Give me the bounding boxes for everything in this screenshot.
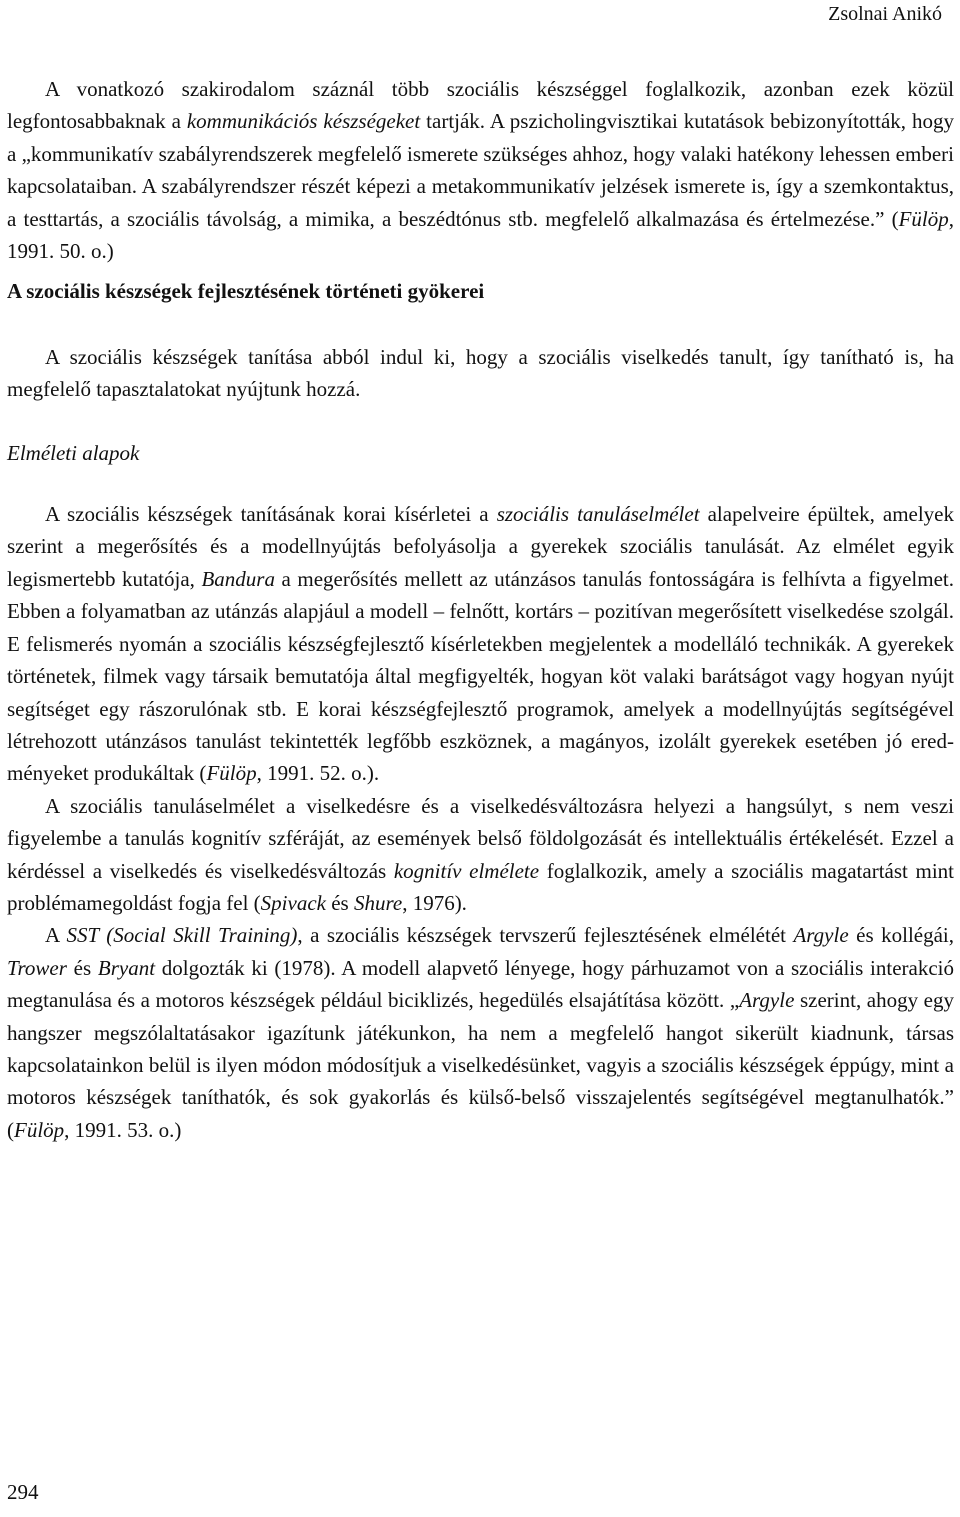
section-heading: A szociális készségek fejlesztésének történeti gyökerei: [7, 279, 485, 304]
text-span: A vonatkozó szakirodalom száznál több szociális készséggel foglalkozik, azonban ezek közül legfontosabbaknak a: [7, 77, 954, 134]
author-name: Shure: [353, 890, 403, 915]
author-citation: Fülöp: [206, 761, 257, 786]
text-span: dolgozták ki (1978). A modell alapvető lényege, hogy párhuzamot von a szociális interakció megtanulása és a motoros készségek például biciklizés, hegedülés elsajátítása között. „: [7, 955, 954, 1013]
text-span: alapelveire épültek, amelyek szerint a megerősítés és a modellnyújtás befolyásolja a gyerekek szociális tanulását. Az elmélet egyik legismertebb kutatója,: [7, 502, 954, 591]
page-number: 294: [7, 1480, 39, 1504]
text-span: szerint, ahogy egy hangszer megszólaltatásakor igazítunk játékunkon, ha nem a megfelelő hangot sikerült kiadnunk, társas kapcsolatainkon belül is ilyen módon módosítjuk a viselkedésünket, vagyis a szociális készségek éppúgy, mint a motoros készségek taníthatók, és sok gyakorlás és külső-belső visszajelentés segítségével megtanulhatók.” (: [7, 988, 955, 1142]
author-citation: Fülöp: [14, 1117, 65, 1142]
paragraph-1: [7, 73, 954, 267]
text-span: és kollégái,: [848, 923, 955, 948]
author-name: Spivack: [260, 890, 326, 915]
author-name: Bandura: [201, 566, 275, 591]
emphasis: szociális tanuláselmélet: [496, 502, 700, 527]
text-span: , 1991. 53. o.): [64, 1117, 182, 1142]
emphasis: kognitív elmélete: [393, 858, 540, 883]
emphasis: SST (Social Skill Training): [66, 923, 298, 948]
author-name: Argyle: [739, 988, 795, 1013]
running-head: Zsolnai Anikó: [828, 3, 942, 25]
text-span: A szociális készségek tanításának korai kísérletei a: [45, 502, 497, 527]
text-span: , a szociális készségek tervszerű fejlesztésének elmélétét: [297, 923, 794, 948]
text-span: A: [45, 923, 67, 948]
author-name: Argyle: [793, 923, 849, 948]
author-citation: Fülöp: [898, 206, 949, 231]
text-span: , 1991. 52. o.).: [256, 761, 380, 786]
text-span: , 1991. 50. o.): [7, 206, 954, 264]
paragraph-5: [7, 919, 954, 1146]
text-span: a megerősítés mellett az utánzásos tanulás fontosságára is felhívta a figyelmet. Ebben a folyamatban az utánzás alapjául a modell – felnőtt, kortárs – pozitívan megerősített viselkedése szolgál. E felismerés nyomán a szociális készségfejlesztő kísérletekben megjelentek a modelláló technikák. A gyerekek történetek, filmek vagy társaik bemutatója által megfigyelték, hogyan köt valaki barátságot vagy hogyan nyújt segítséget egy rászorulónak stb. E korai készségfejlesztő programok, amelyek a modellnyújtás segítségével létrehozott utánzásos tanulást tekintették legfőbb eszköznek, a magányos, izolált gyerekek esetében jó eredményeket produkáltak (: [7, 566, 954, 786]
paragraph-3: [7, 498, 954, 790]
paragraph-2: A szociális készségek tanítása abból indul ki, hogy a szociális viselkedés tanult, így tanítható is, ha megfelelő tapasztalatokat nyújtunk hozzá.: [7, 344, 954, 402]
text-span: foglalkozik, amely a szociális magatartást mint problémamegoldást fogja fel (: [7, 858, 954, 915]
text-span: és: [325, 890, 354, 915]
text-span: , 1976).: [402, 890, 467, 915]
emphasis: kommunikációs készségeket: [186, 109, 421, 134]
text-span: A szociális tanuláselmélet a viselkedésre és a viselkedésváltozásra helyezi a hangsúlyt, s nem veszi figyelembe a tanulás kognitív szféráját, az események belső földolgozását és intellektuális értékelését. Ezzel a kérdéssel a viselkedés és viselkedésváltozás: [7, 793, 954, 883]
paragraph-4: [7, 790, 954, 920]
subsection-heading: Elméleti alapok: [7, 440, 140, 465]
author-name: Bryant: [97, 955, 156, 980]
body-text: [7, 73, 954, 1146]
text-span: tartják. A pszicholingvisztikai kutatások bebizonyították, hogy a „kommunikatív szabályrendszerek megfelelő ismerete szükséges ahhoz, hogy valaki hatékony lehessen emberi kapcsolataiban. A szabályrendszer részét képezi a metakommunikatív jelzések ismerete is, így a szemkontaktus, a testtartás, a szociális távolság, a mimika, a beszédtónus stb. megfelelő alkalmazása és értelmezése.” (: [7, 109, 954, 231]
author-name: Trower: [7, 955, 67, 980]
text-span: és: [66, 955, 98, 980]
